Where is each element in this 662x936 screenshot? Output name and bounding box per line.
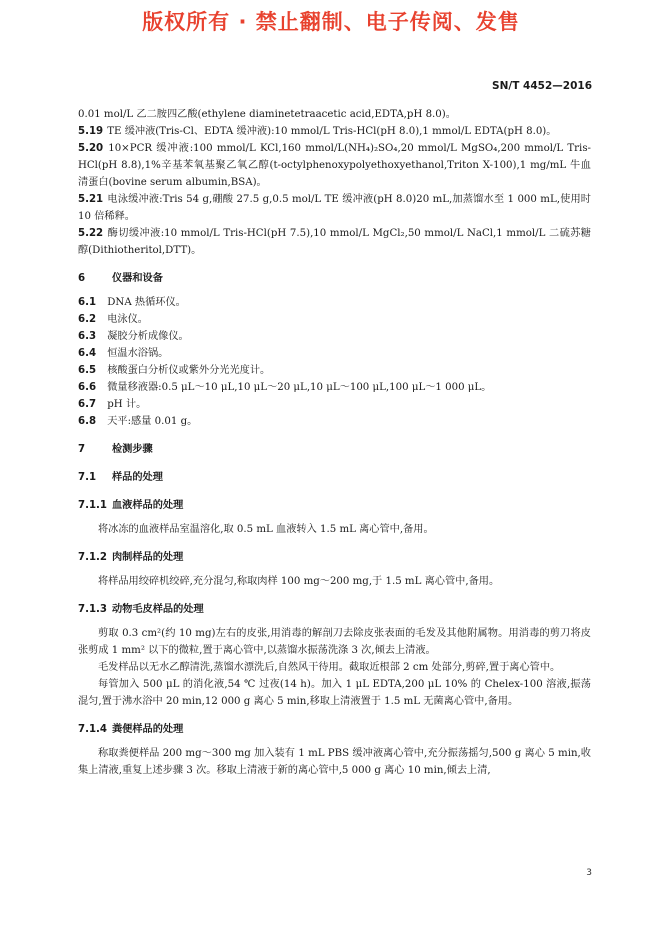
reagent-item: 5.21 电泳缓冲液:Tris 54 g,硼酸 27.5 g,0.5 mol/L TE 缓冲液(pH 8.0)20 mL,加蒸馏水至 1 000 mL,使用时 10 倍稀释。 (78, 194, 591, 222)
equipment-item: 6.1 DNA 热循环仪。 (78, 297, 186, 308)
subsection-heading-7-1-2: 7.1.2 肉制样品的处理 (78, 552, 184, 563)
paragraph: 将样品用绞碎机绞碎,充分混匀,称取肉样 100 mg～200 mg,于 1.5 mL 离心管中,备用。 (98, 576, 500, 587)
page-number: 3 (586, 868, 592, 878)
paragraph: 将冰冻的血液样品室温溶化,取 0.5 mL 血液转入 1.5 mL 离心管中,备用。 (98, 524, 434, 535)
reagent-item: 5.19 TE 缓冲液(Tris-Cl、EDTA 缓冲液):10 mmol/L Tris-HCl(pH 8.0),1 mmol/L EDTA(pH 8.0)。 (78, 126, 557, 137)
equipment-item: 6.5 核酸蛋白分析仪或紫外分光光度计。 (78, 365, 271, 376)
paragraph: 毛发样品以无水乙醇清洗,蒸馏水漂洗后,自然风干待用。截取近根部 2 cm 处部分,剪碎,置于离心管中。 (98, 662, 561, 673)
equipment-item: 6.8 天平:感量 0.01 g。 (78, 416, 198, 427)
reagent-item: 5.22 酶切缓冲液:10 mmol/L Tris-HCl(pH 7.5),10 mmol/L MgCl₂,50 mmol/L NaCl,1 mmol/L 二硫苏糖醇(Dithiotheritol,DTT)。 (78, 228, 591, 256)
standard-number: SN/T 4452—2016 (492, 80, 592, 92)
document-body (78, 106, 591, 779)
equipment-item: 6.7 pH 计。 (78, 399, 147, 410)
reagent-item: 5.20 10×PCR 缓冲液:100 mmol/L KCl,160 mmol/L(NH₄)₂SO₄,20 mmol/L MgSO₄,200 mmol/L Tris-HCl(pH 8.8),1%辛基苯氧基聚乙氧乙醇(t-octylphenoxypolyethoxyethanol,Triton X-100),1 mg/mL 牛血清蛋白(bovine serum albumin,BSA)。 (78, 143, 591, 188)
section-heading-7: 7 检测步骤 (78, 444, 153, 455)
paragraph: 称取粪便样品 200 mg～300 mg 加入装有 1 mL PBS 缓冲液离心管中,充分振荡摇匀,500 g 离心 5 min,收集上清液,重复上述步骤 3 次。移取上清液于新的离心管中,5 000 g 离心 10 min,倾去上清, (78, 748, 591, 776)
equipment-item: 6.6 微量移液器:0.5 μL～10 μL,10 μL～20 μL,10 μL～100 μL,100 μL～1 000 μL。 (78, 382, 492, 393)
section-heading-6: 6 仪器和设备 (78, 273, 163, 284)
equipment-item: 6.3 凝胶分析成像仪。 (78, 331, 189, 342)
subsection-heading-7-1-3: 7.1.3 动物毛皮样品的处理 (78, 604, 204, 615)
paragraph: 每管加入 500 μL 的消化液,54 ℃ 过夜(14 h)。加入 1 μL EDTA,200 μL 10% 的 Chelex-100 溶液,振荡混匀,置于沸水浴中 20 min,12 000 g 离心 5 min,移取上清液置于 1.5 mL 无菌离心管中,备用。 (78, 679, 591, 707)
paragraph: 剪取 0.3 cm²(约 10 mg)左右的皮张,用消毒的解剖刀去除皮张表面的毛发及其他附属物。用消毒的剪刀将皮张剪成 1 mm² 以下的微粒,置于离心管中,以蒸馏水振荡洗涤 3 次,倾去上清液。 (78, 628, 591, 656)
continued-text: 0.01 mol/L 乙二胺四乙酸(ethylene diaminetetraacetic acid,EDTA,pH 8.0)。 (78, 109, 456, 120)
subsection-heading-7-1-1: 7.1.1 血液样品的处理 (78, 500, 184, 511)
equipment-item: 6.2 电泳仪。 (78, 314, 148, 325)
subsection-heading-7-1: 7.1 样品的处理 (78, 472, 163, 483)
subsection-heading-7-1-4: 7.1.4 粪便样品的处理 (78, 724, 184, 735)
equipment-item: 6.4 恒温水浴锅。 (78, 348, 169, 359)
copyright-watermark: 版权所有 · 禁止翻制、电子传阅、发售 (142, 10, 520, 34)
